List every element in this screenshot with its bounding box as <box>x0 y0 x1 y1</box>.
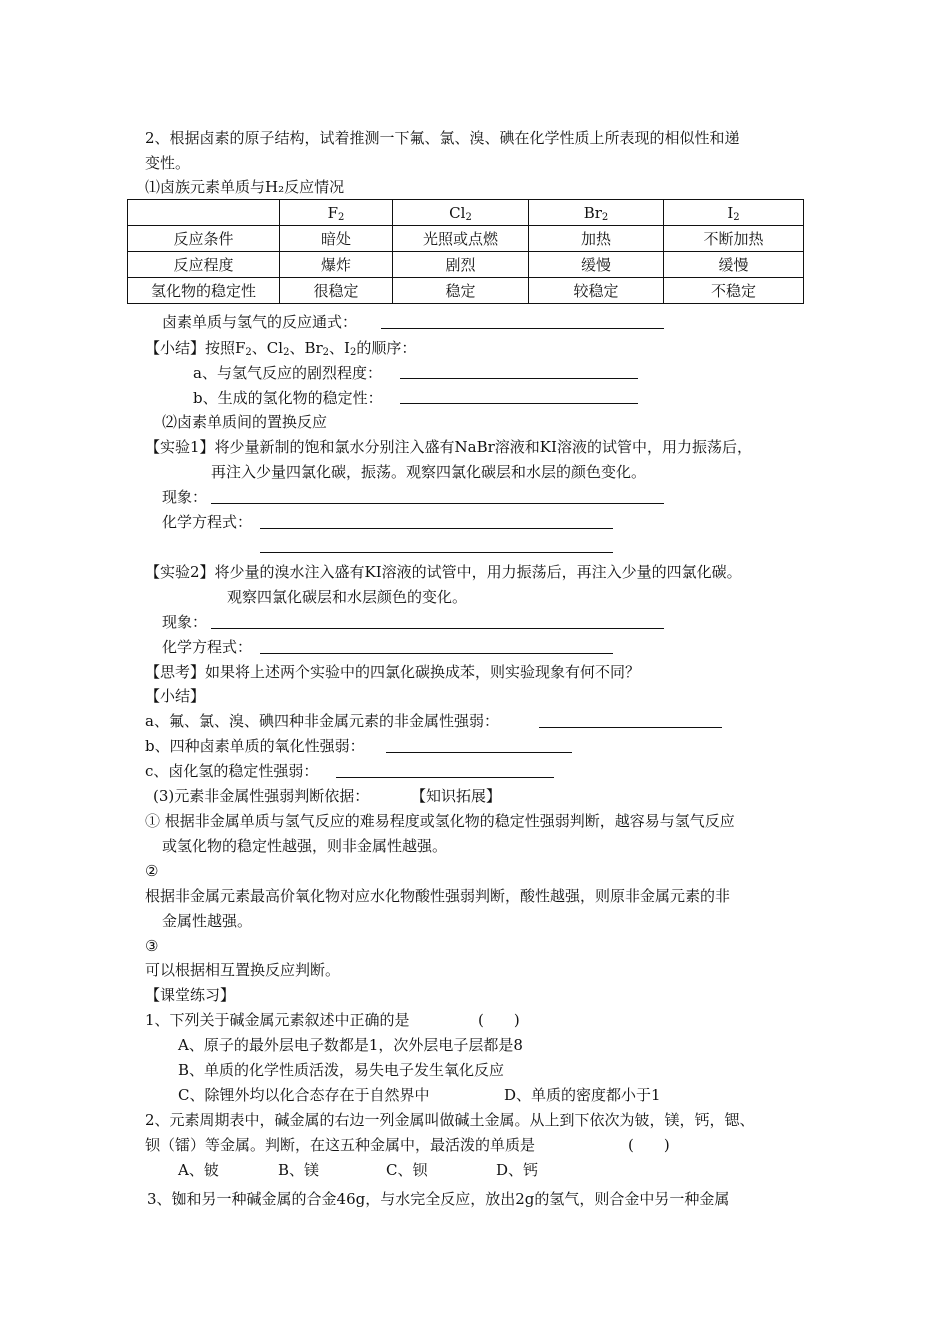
question-2-answer-paren[interactable]: ( ) <box>628 1136 670 1154</box>
summary-2-title: 【小结】 <box>145 687 206 705</box>
summary-2-a-blank[interactable] <box>539 727 722 728</box>
table-cell: 爆炸 <box>280 252 393 278</box>
table-header-cell: $Cl_2$ <box>393 200 529 226</box>
general-formula-label: 卤素单质与氢气的反应通式： <box>162 313 358 331</box>
summary-1-title: 【小结】按照$F_2$、$Cl_2$、$Br_2$、$I_2$的顺序： <box>145 339 417 358</box>
experiment-1-equation-blank-1[interactable] <box>260 528 613 529</box>
experiment-2-line-2: 观察四氯化碳层和水层颜色的变化。 <box>227 588 468 606</box>
table-cell: 稳定 <box>393 278 529 304</box>
table-cell: 缓慢 <box>529 252 664 278</box>
table-cell: 不稳定 <box>664 278 804 304</box>
question-3-line-1: 3、铷和另一种碱金属的合金46g，与水完全反应，放出2g的氢气，则合金中另一种金属 <box>147 1190 730 1208</box>
practice-title: 【课堂练习】 <box>145 986 236 1004</box>
basis-3-text: 可以根据相互置换反应判断。 <box>145 961 341 979</box>
experiment-1-equation-label: 化学方程式： <box>162 513 253 531</box>
table-cell: 加热 <box>529 226 664 252</box>
section-2-title: ⑵卤素单质间的置换反应 <box>162 413 328 431</box>
table-row <box>128 252 804 278</box>
summary-2-c-blank[interactable] <box>336 777 554 778</box>
table-row <box>128 278 804 304</box>
basis-1-line-2: 或氢化物的稳定性越强，则非金属性越强。 <box>162 837 448 855</box>
summary-2-c: c、卤化氢的稳定性强弱： <box>145 762 319 780</box>
table-cell: 反应程度 <box>128 252 280 278</box>
basis-1-line-1: ① 根据非金属单质与氢气反应的难易程度或氢化物的稳定性强弱判断，越容易与氢气反应 <box>145 812 735 830</box>
question-1-option-a[interactable]: A、原子的最外层电子数都是1，次外层电子层都是8 <box>178 1036 523 1054</box>
summary-1-a-blank[interactable] <box>400 378 638 379</box>
table-header-row <box>128 200 804 226</box>
experiment-1-equation-blank-2[interactable] <box>260 552 613 553</box>
experiment-2-line-1: 【实验2】将少量的溴水注入盛有KI溶液的试管中，用力振荡后，再注入少量的四氯化碳。 <box>145 563 742 581</box>
question-1-option-c[interactable]: C、除锂外均以化合态存在于自然界中 <box>178 1086 430 1104</box>
table-cell: 剧烈 <box>393 252 529 278</box>
table-cell: 暗处 <box>280 226 393 252</box>
summary-2-b: b、四种卤素单质的氧化性强弱： <box>145 737 365 755</box>
basis-2-line-2: 金属性越强。 <box>162 912 253 930</box>
question-2-line-2: 钡（镭）等金属。判断，在这五种金属中，最活泼的单质是 <box>145 1136 536 1154</box>
section-1-title: ⑴卤族元素单质与H₂反应情况 <box>145 178 345 196</box>
experiment-1-phenomenon-blank[interactable] <box>211 503 664 504</box>
knowledge-extension-title: 【知识拓展】 <box>411 787 502 805</box>
table-header-cell: $F_2$ <box>280 200 393 226</box>
question-2-option-c[interactable]: C、钡 <box>386 1161 428 1179</box>
intro-line-1: 2、根据卤素的原子结构，试着推测一下氟、氯、溴、碘在化学性质上所表现的相似性和递 <box>145 129 740 147</box>
think-question: 【思考】如果将上述两个实验中的四氯化碳换成苯，则实验现象有何不同？ <box>145 663 641 681</box>
summary-2-a: a、氟、氯、溴、碘四种非金属元素的非金属性强弱： <box>145 712 499 730</box>
experiment-2-phenomenon-label: 现象： <box>162 613 208 631</box>
experiment-2-phenomenon-blank[interactable] <box>211 628 664 629</box>
basis-2-marker: ② <box>145 862 159 880</box>
table-header-cell <box>128 200 280 226</box>
question-2-option-d[interactable]: D、钙 <box>496 1161 539 1179</box>
intro-line-2: 变性。 <box>145 154 191 172</box>
summary-1-a: a、与氢气反应的剧烈程度： <box>193 364 382 382</box>
experiment-2-equation-label: 化学方程式： <box>162 638 253 656</box>
table-cell: 不断加热 <box>664 226 804 252</box>
experiment-1-line-1: 【实验1】将少量新制的饱和氯水分别注入盛有NaBr溶液和KI溶液的试管中，用力振荡后， <box>145 438 752 456</box>
question-1-answer-paren[interactable]: ( ) <box>478 1011 520 1029</box>
basis-2-line-1: 根据非金属元素最高价氧化物对应水化物酸性强弱判断，酸性越强，则原非金属元素的非 <box>145 887 731 905</box>
halogen-h2-table <box>127 199 804 304</box>
table-cell: 很稳定 <box>280 278 393 304</box>
question-1-option-d[interactable]: D、单质的密度都小于1 <box>504 1086 661 1104</box>
table-header-cell: $I_2$ <box>664 200 804 226</box>
table-cell: 缓慢 <box>664 252 804 278</box>
table-header-cell: $Br_2$ <box>529 200 664 226</box>
section-3-title: (3)元素非金属性强弱判断依据： <box>153 787 370 805</box>
question-1-stem: 1、下列关于碱金属元素叙述中正确的是 <box>145 1011 410 1029</box>
question-2-option-b[interactable]: B、镁 <box>278 1161 320 1179</box>
experiment-1-phenomenon-label: 现象： <box>162 488 208 506</box>
summary-1-b-blank[interactable] <box>400 403 638 404</box>
table-cell: 氢化物的稳定性 <box>128 278 280 304</box>
experiment-2-equation-blank[interactable] <box>260 653 613 654</box>
general-formula-blank[interactable] <box>381 328 664 329</box>
table-cell: 反应条件 <box>128 226 280 252</box>
summary-2-b-blank[interactable] <box>386 752 572 753</box>
summary-1-b: b、生成的氢化物的稳定性： <box>193 389 383 407</box>
question-2-line-1: 2、元素周期表中，碱金属的右边一列金属叫做碱土金属。从上到下依次为铍，镁，钙，锶、 <box>145 1111 755 1129</box>
experiment-1-line-2: 再注入少量四氯化碳，振荡。观察四氯化碳层和水层的颜色变化。 <box>211 463 647 481</box>
table-row <box>128 226 804 252</box>
question-2-option-a[interactable]: A、铍 <box>178 1161 219 1179</box>
table-cell: 光照或点燃 <box>393 226 529 252</box>
question-1-option-b[interactable]: B、单质的化学性质活泼，易失电子发生氧化反应 <box>178 1061 505 1079</box>
basis-3-marker: ③ <box>145 937 159 955</box>
table-cell: 较稳定 <box>529 278 664 304</box>
